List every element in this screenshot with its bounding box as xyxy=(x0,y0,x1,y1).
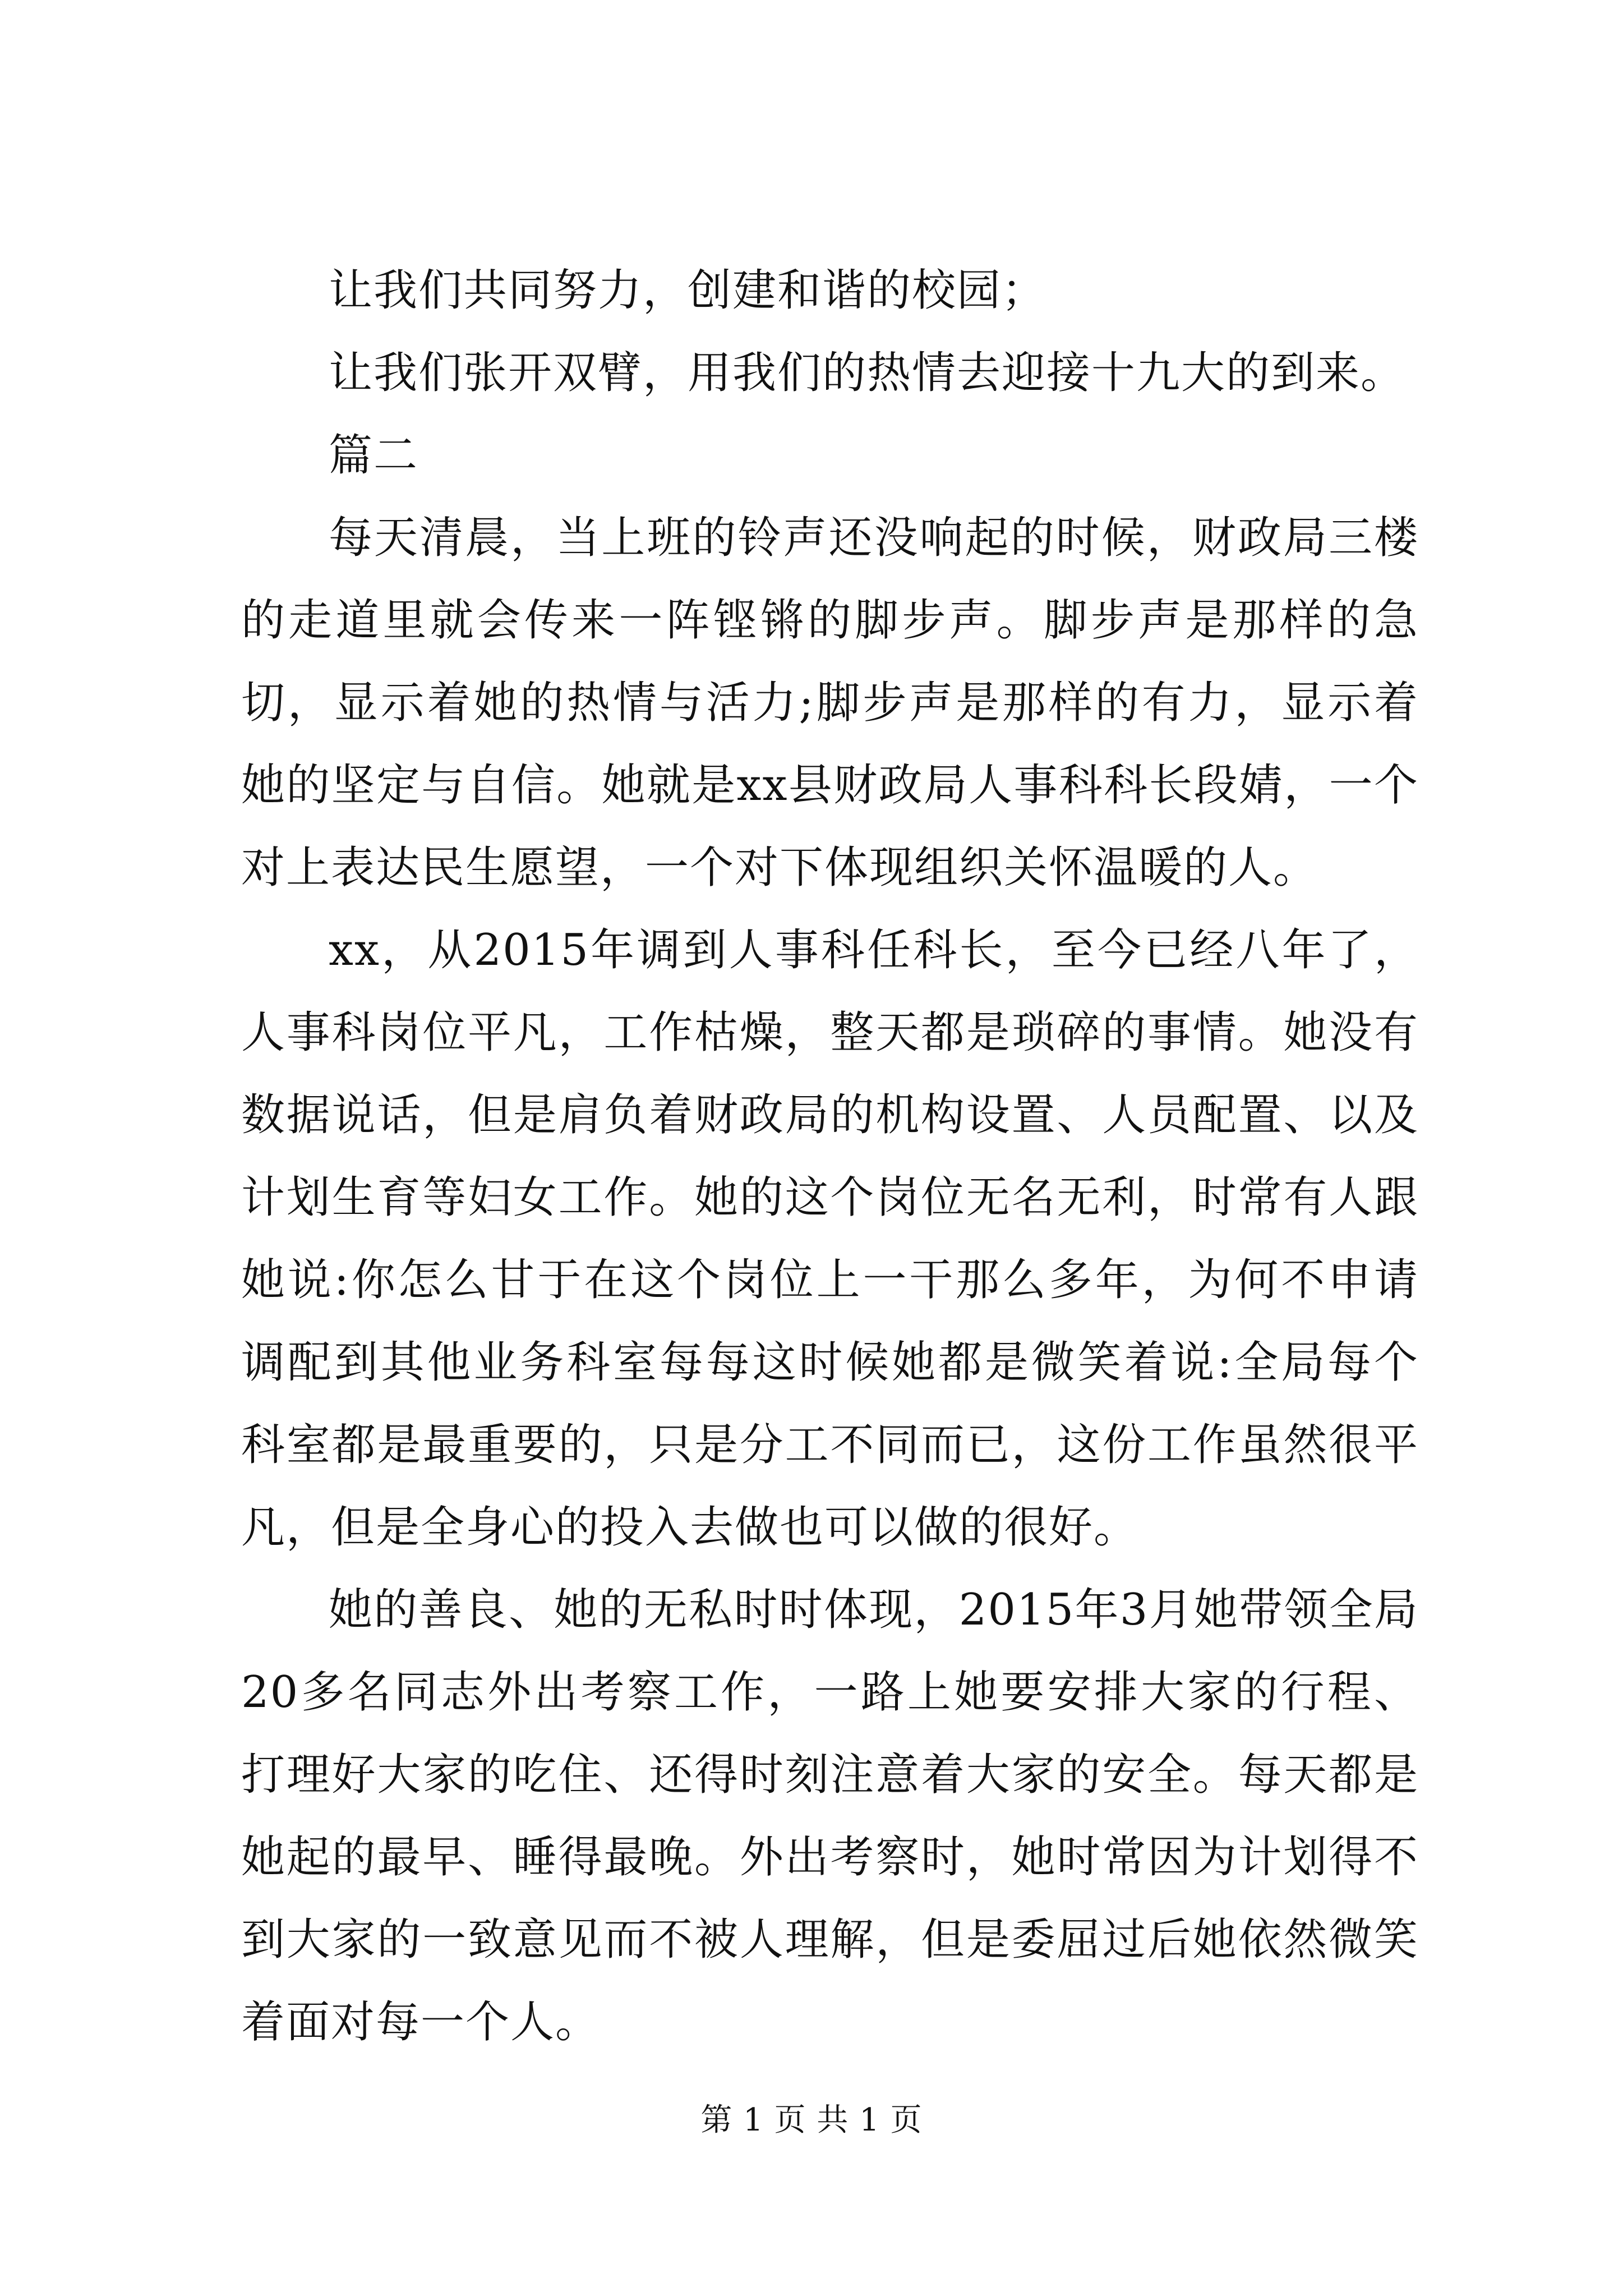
paragraph-3: 每天清晨，当上班的铃声还没响起的时候，财政局三楼的走道里就会传来一阵铿锵的脚步声。脚步声是那样的急切，显示着她的热情与活力;脚步声是那样的有力，显示着她的坚定与自信。她就是xx县财政局人事科科长段婧，一个对上表达民生愿望，一个对下体现组织关怀温暖的人。 xyxy=(241,513,1419,893)
paragraph-4: xx，从2015年调到人事科任科长，至今已经八年了，人事科岗位平凡，工作枯燥，整天都是琐碎的事情。她没有数据说话，但是肩负着财政局的机构设置、人员配置、以及计划生育等妇女工作。她的这个岗位无名无利，时常有人跟她说:你怎么甘于在这个岗位上一干那么多年，为何不申请调配到其他业务科室每每这时候她都是微笑着说:全局每个科室都是最重要的，只是分工不同而已，这份工作虽然很平凡，但是全身心的投入去做也可以做的很好。 xyxy=(241,925,1419,1553)
document-body xyxy=(241,250,1419,2064)
paragraph-1: 让我们共同努力，创建和谐的校园； xyxy=(329,265,1047,316)
paragraph-2: 让我们张开双臂，用我们的热情去迎接十九大的到来。 xyxy=(329,348,1406,398)
page-footer: 第 1 页 共 1 页 xyxy=(700,2102,923,2138)
paragraph-5: 她的善良、她的无私时时体现，2015年3月她带领全局20多名同志外出考察工作，一路上她要安排大家的行程、打理好大家的吃住、还得时刻注意着大家的安全。每天都是她起的最早、睡得最晚。外出考察时，她时常因为计划得不到大家的一致意见而不被人理解，但是委屈过后她依然微笑着面对每一个人。 xyxy=(241,1585,1419,2047)
section-heading: 篇二 xyxy=(329,430,419,481)
